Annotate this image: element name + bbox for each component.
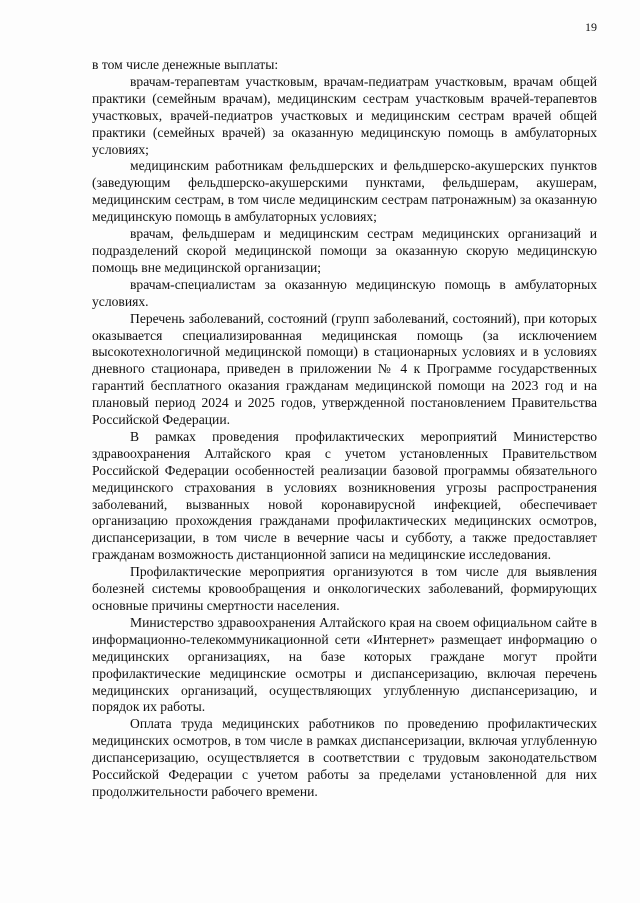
- paragraph-payment-of-labor: Оплата труда медицинских работников по проведению профилактических медицинских осмотров, в том числе в рамках диспансеризации, включая углубленную диспансеризацию, осуществляется в соответствии с трудовым законодательством Российской Федерации с учетом работы за пределами установленной для них продолжительности рабочего времени.: [92, 716, 597, 799]
- paragraph-specialists: врачам-специалистам за оказанную медицинскую помощь в амбулаторных условиях.: [92, 276, 597, 309]
- paragraph-feldsher-points: медицинским работникам фельдшерских и фельдшерско-акушерских пунктов (заведующим фельдшерско-акушерскими пунктами, фельдшерам, акушерам, медицинским сестрам, в том числе медицинским сестрам патронажным) за оказанную медицинскую помощь в амбулаторных условиях;: [92, 158, 597, 225]
- document-body: [92, 57, 597, 801]
- paragraph-emergency-care: врачам, фельдшерам и медицинским сестрам медицинских организаций и подразделений скорой медицинской помощи за оказанную скорую медицинскую помощь вне медицинской организации;: [92, 226, 597, 275]
- paragraph-preventive-measures: В рамках проведения профилактических мероприятий Министерство здравоохранения Алтайского края с учетом установленных Правительством Российской Федерации особенностей реализации базовой программы обязательного медицинского страхования в условиях возникновения угрозы распространения заболеваний, вызванных новой коронавирусной инфекцией, обеспечивает организацию прохождения гражданами профилактических медицинских осмотров, диспансеризации, в том числе в вечерние часы и субботу, а также предоставляет гражданам возможность дистанционной записи на медицинские исследования.: [92, 428, 597, 563]
- paragraph-disease-list: Перечень заболеваний, состояний (групп заболеваний, состояний), при которых оказывается специализированная медицинская помощь (за исключением высокотехнологичной медицинской помощи) в стационарных условиях и в условиях дневного стационара, приведен в приложении № 4 к Программе государственных гарантий бесплатного оказания гражданам медицинской помощи на 2023 год и на плановый период 2024 и 2025 годов, утвержденной постановлением Правительства Российской Федерации.: [92, 310, 597, 428]
- paragraph-payments-intro: в том числе денежные выплаты:: [92, 57, 279, 72]
- paragraph-ministry-website: Министерство здравоохранения Алтайского края на своем официальном сайте в информационно-телекоммуникационной сети «Интернет» размещает информацию о медицинских организациях, на базе которых граждане могут пройти профилактические медицинские осмотры и диспансеризацию, включая перечень медицинских организаций, осуществляющих углубленную диспансеризацию, и порядок их работы.: [92, 614, 597, 715]
- page-number: 19: [585, 20, 597, 34]
- paragraph-district-doctors: врачам-терапевтам участковым, врачам-педиатрам участковым, врачам общей практики (семейным врачам), медицинским сестрам участковым врачей-терапевтов участковых, врачей-педиатров участковых и медицинским сестрам врачей общей практики (семейных врачей) за оказанную медицинскую помощь в амбулаторных условиях;: [92, 73, 597, 157]
- paragraph-preventive-purpose: Профилактические мероприятия организуются в том числе для выявления болезней системы кровообращения и онкологических заболеваний, формирующих основные причины смертности населения.: [92, 564, 597, 613]
